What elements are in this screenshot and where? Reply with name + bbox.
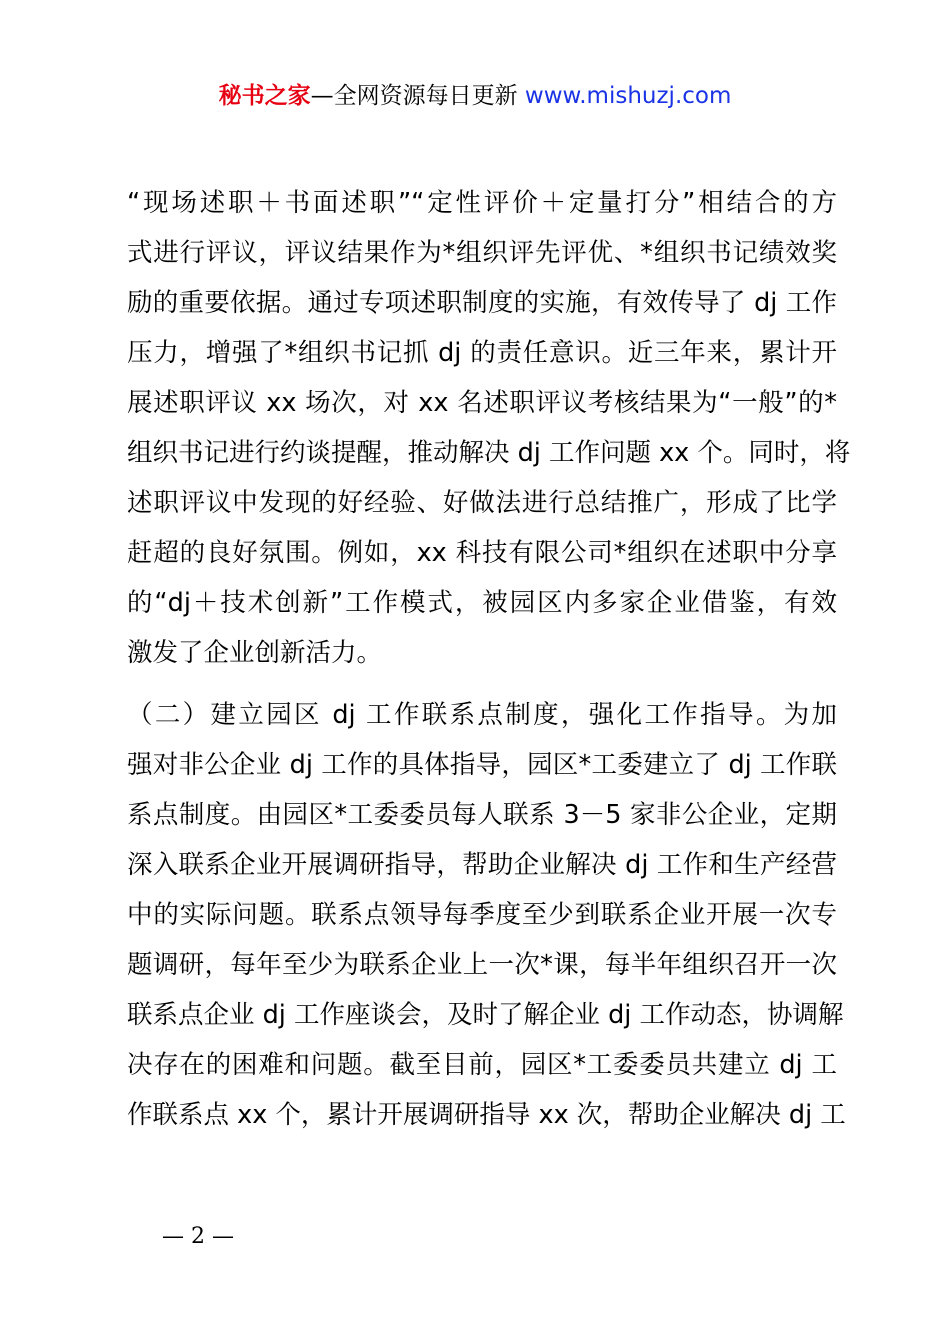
- text-line: 励的重要依据。通过专项述职制度的实施，有效传导了 dj 工作: [127, 288, 837, 318]
- text-line: 深入联系企业开展调研指导，帮助企业解决 dj 工作和生产经营: [127, 850, 837, 880]
- text-line: 题调研，每年至少为联系企业上一次*课，每半年组织召开一次: [127, 950, 837, 980]
- text-line: “现场述职＋书面述职”“定性评价＋定量打分”相结合的方: [127, 188, 837, 218]
- brand-name: 秘书之家: [218, 83, 311, 109]
- text-line: 压力，增强了*组织书记抓 dj 的责任意识。近三年来，累计开: [127, 338, 837, 368]
- body-paragraph-2: [127, 690, 846, 1140]
- text-line: 决存在的困难和问题。截至目前，园区*工委委员共建立 dj 工: [127, 1050, 837, 1080]
- text-line: （二）建立园区 dj 工作联系点制度，强化工作指导。为加: [127, 700, 837, 730]
- text-line: 系点制度。由园区*工委委员每人联系 3－5 家非公企业，定期: [127, 800, 837, 830]
- text-line: 式进行评议，评议结果作为*组织评先评优、*组织书记绩效奖: [127, 238, 837, 268]
- text-line: 作联系点 xx 个，累计开展调研指导 xx 次，帮助企业解决 dj 工: [127, 1100, 846, 1130]
- text-line: 赶超的良好氛围。例如，xx 科技有限公司*组织在述职中分享: [127, 538, 837, 568]
- header-tagline: —全网资源每日更新: [310, 83, 525, 109]
- page-number: — 2 —: [162, 1224, 234, 1249]
- site-url-link[interactable]: www.mishuzj.com: [524, 83, 732, 109]
- text-line: 述职评议中发现的好经验、好做法进行总结推广，形成了比学: [127, 488, 837, 518]
- text-line: 展述职评议 xx 场次，对 xx 名述职评议考核结果为“一般”的*: [127, 388, 837, 418]
- text-line: 的“dj＋技术创新”工作模式，被园区内多家企业借鉴，有效: [127, 588, 837, 618]
- text-line: 中的实际问题。联系点领导每季度至少到联系企业开展一次专: [127, 900, 837, 930]
- body-paragraph-1: [127, 178, 851, 678]
- text-line: 联系点企业 dj 工作座谈会，及时了解企业 dj 工作动态，协调解: [127, 1000, 844, 1030]
- text-line: 强对非公企业 dj 工作的具体指导，园区*工委建立了 dj 工作联: [127, 750, 837, 780]
- site-header: [0, 80, 950, 112]
- text-line: 激发了企业创新活力。: [127, 638, 383, 668]
- text-line: 组织书记进行约谈提醒，推动解决 dj 工作问题 xx 个。同时，将: [127, 438, 851, 468]
